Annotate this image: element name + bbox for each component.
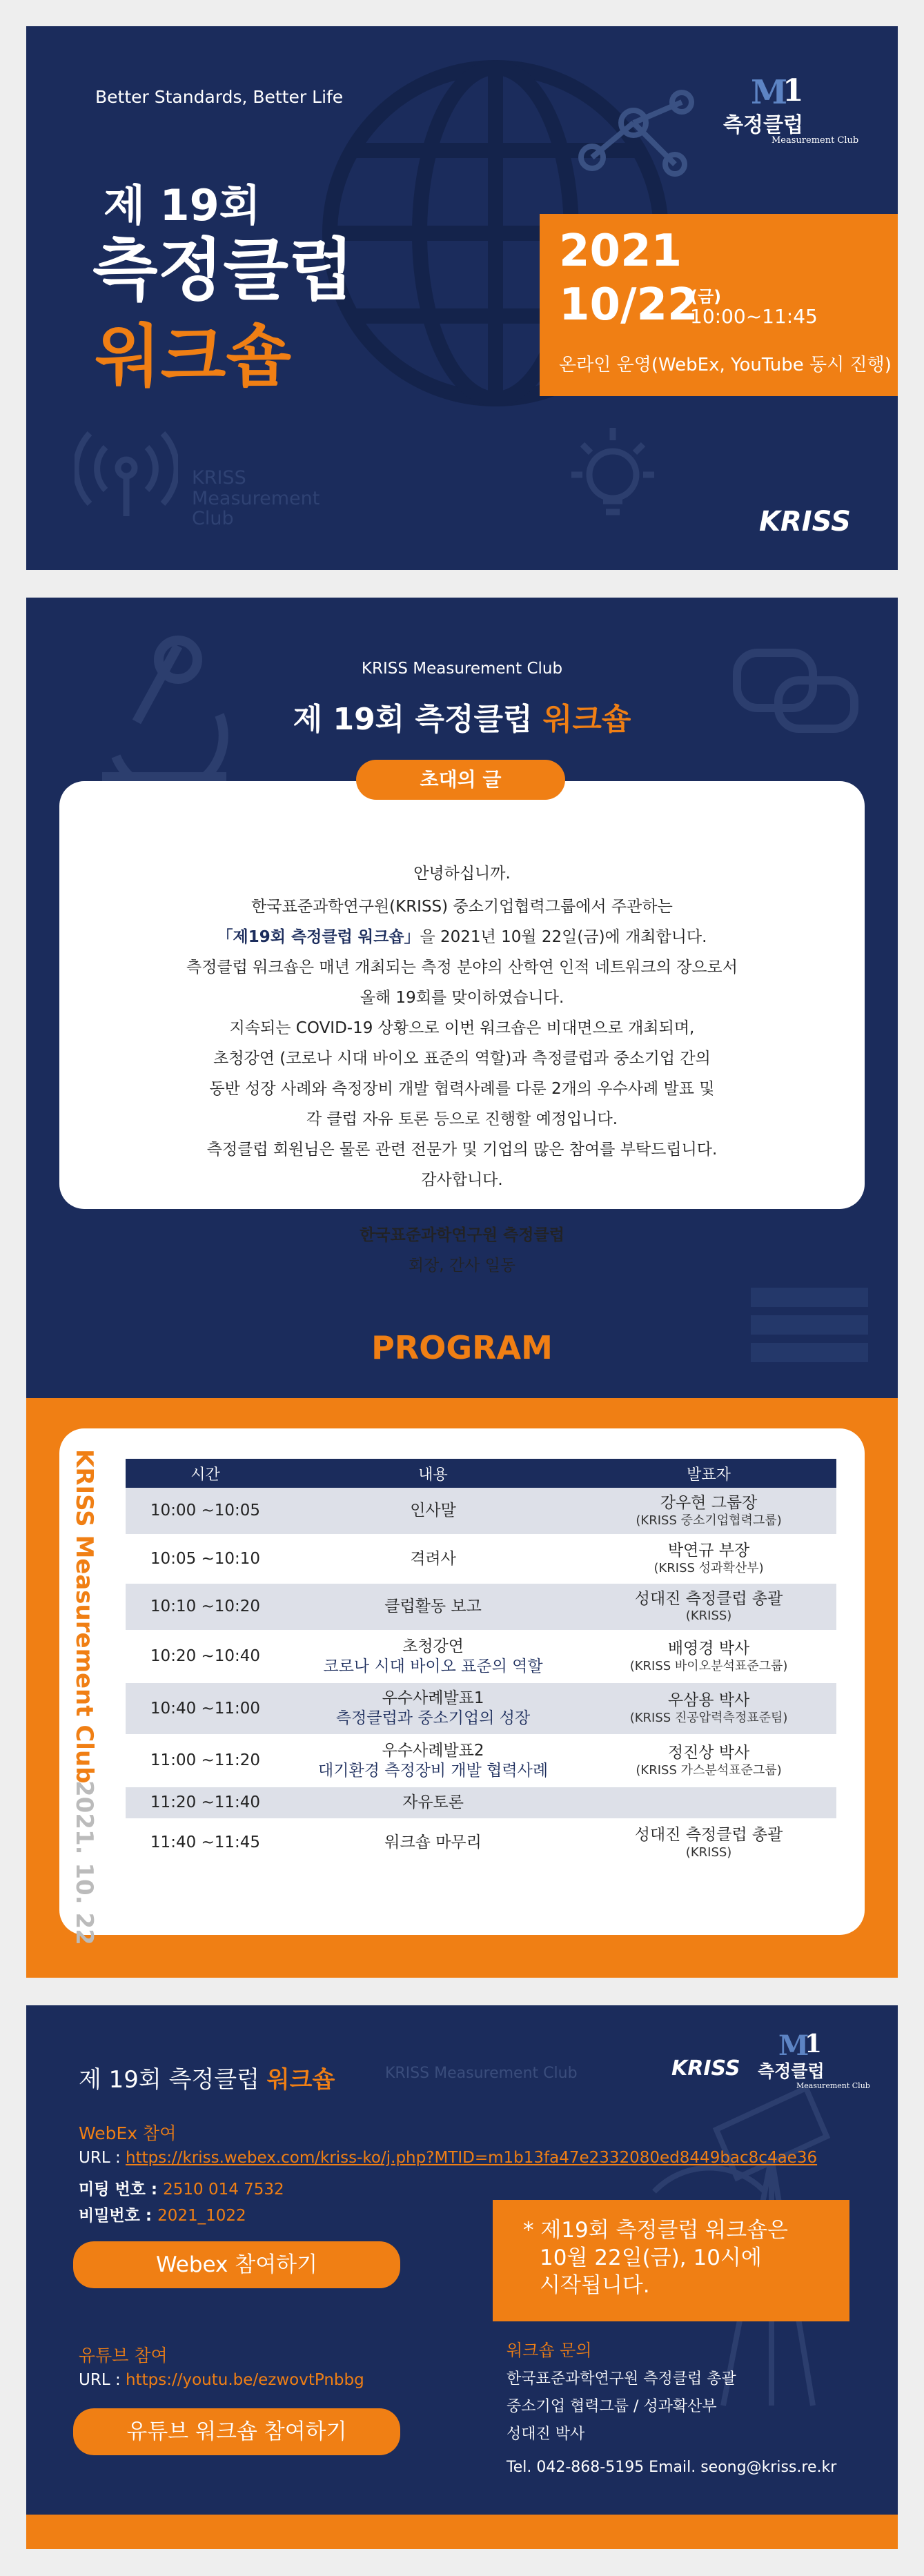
program-title: PROGRAM <box>371 1329 553 1366</box>
cell-content <box>285 1735 581 1787</box>
youtube-join-button[interactable]: 유튜브 워크숍 참여하기 <box>73 2408 400 2455</box>
youtube-url-label: URL : <box>79 2371 126 2389</box>
table-row <box>126 1787 836 1819</box>
speaker-name: 강우현 그룹장 <box>660 1494 758 1512</box>
cell-time: 10:10 ~10:20 <box>126 1583 285 1631</box>
content-title: 격려사 <box>410 1549 456 1568</box>
title-line1: 측정클럽 <box>92 231 354 310</box>
slogan: Better Standards, Better Life <box>95 87 344 107</box>
table-header-row <box>126 1459 836 1488</box>
invitation-body <box>59 858 865 1281</box>
content-title: 우수사례발표2 <box>382 1741 484 1760</box>
header-content: 내용 <box>285 1459 581 1488</box>
date-weekday: (금) <box>690 287 722 306</box>
m1-logo-icon <box>778 2026 827 2061</box>
contact-info <box>507 2366 836 2481</box>
join-heading-accent: 워크숍 <box>266 2066 335 2094</box>
invitation-section <box>26 598 898 1978</box>
cell-speaker <box>581 1535 836 1582</box>
signature-org: 한국표준과학연구원 측정클럽 <box>360 1226 564 1244</box>
password-line <box>79 2203 246 2225</box>
logo-sub-small: Measurement Club <box>796 2081 870 2090</box>
date-time: 10:00~11:45 <box>690 305 818 328</box>
contact-line: 한국표준과학연구원 측정클럽 총괄 <box>507 2370 736 2388</box>
notice-line: 시작됩니다. <box>540 2273 650 2298</box>
signal-icon <box>75 420 178 523</box>
youtube-url-line <box>79 2371 364 2389</box>
content-title: 인사말 <box>410 1502 456 1520</box>
contact-line: 성대진 박사 <box>507 2426 585 2443</box>
club-label: KRISS Measurement Club <box>361 660 563 678</box>
signature-members: 회장, 간사 일동 <box>408 1257 516 1275</box>
invitation-badge: 초대의 글 <box>356 760 565 800</box>
webex-title: WebEx 참여 <box>79 2123 177 2143</box>
cell-speaker <box>581 1735 836 1787</box>
side-date: 2021. 10. 22 <box>70 1780 98 1945</box>
content-subtitle: 대기환경 측정장비 개발 협력사례 <box>318 1761 549 1780</box>
hero-banner <box>26 26 898 570</box>
webex-url-label: URL : <box>79 2149 126 2167</box>
svg-text:1: 1 <box>783 73 804 108</box>
join-heading <box>79 2061 335 2094</box>
paragraph-text: 지속되는 COVID-19 상황으로 이번 워크숍은 비대면으로 개최되며, <box>229 1019 695 1037</box>
cell-time: 10:00 ~10:05 <box>126 1488 285 1535</box>
content-title: 초청강연 <box>402 1637 464 1655</box>
notice-line: * 제19회 측정클럽 워크숍은 <box>523 2218 788 2243</box>
password-value: 2021_1022 <box>157 2207 246 2225</box>
program-rows <box>126 1488 836 1867</box>
heading-main: 제 19회 측정클럽 <box>293 702 533 737</box>
cell-time: 11:20 ~11:40 <box>126 1787 285 1819</box>
kriss-logo-small: KRISS <box>671 2056 740 2081</box>
join-section <box>26 2005 898 2549</box>
cell-content <box>285 1819 581 1867</box>
webex-url-line <box>79 2149 817 2167</box>
speaker-name: 정진상 박사 <box>667 1743 750 1762</box>
lightbulb-icon <box>558 420 668 530</box>
table-row <box>126 1735 836 1787</box>
table-row <box>126 1682 836 1735</box>
join-watermark: KRISS Measurement Club <box>385 2065 578 2082</box>
cell-content <box>285 1682 581 1735</box>
meeting-label: 미팅 번호 : <box>79 2181 164 2199</box>
table-row <box>126 1535 836 1582</box>
invitation-card <box>59 781 865 1275</box>
header-speaker: 발표자 <box>581 1459 836 1488</box>
cell-time: 11:00 ~11:20 <box>126 1735 285 1787</box>
cell-content <box>285 1787 581 1819</box>
notice-line: 10월 22일(금), 10시에 <box>540 2245 762 2270</box>
table-row <box>126 1488 836 1535</box>
webex-join-button[interactable]: Webex 참여하기 <box>73 2241 400 2288</box>
speaker-name: 성대진 측정클럽 총괄 <box>634 1589 783 1608</box>
table-row <box>126 1631 836 1683</box>
table-row <box>126 1819 836 1867</box>
heading-accent: 워크숍 <box>542 702 631 737</box>
date-mode: 온라인 운영(WebEx, YouTube 동시 진행) <box>559 355 892 375</box>
contact-line: 중소기업 협력그룹 / 성과확산부 <box>507 2398 717 2415</box>
speaker-affiliation: (KRISS 성과확산부) <box>653 1561 764 1575</box>
content-title: 우수사례발표1 <box>382 1689 484 1708</box>
svg-text:1: 1 <box>805 2029 823 2058</box>
paragraph-text: 감사합니다. <box>421 1171 503 1189</box>
program-card <box>59 1428 865 1945</box>
header-time: 시간 <box>126 1459 285 1488</box>
speaker-affiliation: (KRISS 바이오분석표준그룹) <box>629 1658 788 1673</box>
cell-content <box>285 1583 581 1631</box>
password-label: 비밀번호 : <box>79 2207 158 2225</box>
svg-text:M: M <box>751 73 788 110</box>
meeting-number: 2510 014 7532 <box>163 2181 284 2199</box>
cell-speaker <box>581 1682 836 1735</box>
speaker-affiliation: (KRISS) <box>685 1609 732 1624</box>
cell-time: 10:20 ~10:40 <box>126 1631 285 1683</box>
paragraph-text-part: 을 2021년 10월 22일(금)에 개최합니다. <box>420 928 707 946</box>
logo-sub: Measurement Club <box>771 135 859 146</box>
contact-title: 워크숍 문의 <box>507 2341 592 2360</box>
content-title: 워크숍 마무리 <box>384 1833 482 1852</box>
cell-speaker <box>581 1631 836 1683</box>
paragraph-text <box>59 922 865 952</box>
measurement-club-logo-small <box>758 2026 875 2102</box>
join-heading-main: 제 19회 측정클럽 <box>79 2066 259 2094</box>
kriss-logo: KRISS <box>759 506 851 538</box>
svg-text:M: M <box>778 2029 809 2061</box>
cell-content <box>285 1631 581 1683</box>
speaker-name: 박연규 부장 <box>667 1542 750 1560</box>
title-line2: 워크숍 <box>95 317 292 396</box>
side-label-kriss: KRISS Measurement Club <box>70 1449 98 1784</box>
cell-time: 11:40 ~11:45 <box>126 1819 285 1867</box>
speaker-affiliation: (KRISS) <box>685 1845 732 1860</box>
content-subtitle: 코로나 시대 바이오 표준의 역할 <box>323 1657 543 1675</box>
notice-box <box>493 2200 849 2321</box>
invitation-heading <box>26 694 898 738</box>
cell-speaker <box>581 1583 836 1631</box>
paragraph-text: 측정클럽 회원님은 물론 관련 전문가 및 기업의 많은 참여를 부탁드립니다. <box>206 1141 718 1159</box>
meeting-number-line <box>79 2176 284 2199</box>
cell-time: 10:40 ~11:00 <box>126 1682 285 1735</box>
contact-tel-email: Tel. 042-868-5195 Email. seong@kriss.re.kr <box>507 2459 837 2476</box>
m1-logo-icon <box>751 69 806 110</box>
side-label-wrap <box>68 1449 109 1945</box>
footer-strip <box>26 2515 898 2549</box>
paragraph-text: 올해 19회를 맞이하였습니다. <box>360 989 564 1007</box>
side-label <box>70 1449 98 1784</box>
youtube-url-link[interactable]: https://youtu.be/ezwovtPnbbg <box>126 2371 364 2389</box>
content-title: 자유토론 <box>402 1793 464 1812</box>
program-table <box>126 1459 836 1867</box>
table-row <box>126 1583 836 1631</box>
content-subtitle: 측정클럽과 중소기업의 성장 <box>335 1709 531 1727</box>
greeting: 안녕하십니까. <box>413 865 511 883</box>
cell-speaker <box>581 1787 836 1819</box>
network-icon <box>564 81 702 185</box>
date-year: 2021 <box>559 226 682 277</box>
content-title: 클럽활동 보고 <box>384 1597 482 1615</box>
paragraph-text: 측정클럽 워크숍은 매년 개최되는 측정 분야의 산학연 인적 네트워크의 장으로서 <box>186 958 738 976</box>
paragraph-text: 동반 성장 사례와 측정장비 개발 협력사례를 다룬 2개의 우수사례 발표 및 <box>209 1080 715 1098</box>
logo-text-small: 측정클럽 <box>758 2061 825 2081</box>
date-day: 10/22 <box>559 279 698 331</box>
speaker-affiliation: (KRISS 가스분석표준그룹) <box>636 1762 782 1778</box>
cell-speaker <box>581 1488 836 1535</box>
measurement-club-logo <box>723 69 861 152</box>
speaker-name: 우삼용 박사 <box>667 1691 750 1710</box>
cell-time: 10:05 ~10:10 <box>126 1535 285 1582</box>
date-box <box>540 214 898 396</box>
speaker-name: 성대진 측정클럽 총괄 <box>634 1826 783 1844</box>
cell-content <box>285 1535 581 1582</box>
webex-url-link[interactable]: https://kriss.webex.com/kriss-ko/j.php?MTID=m1b13fa47e2332080ed8449bac8c4ae36 <box>126 2149 818 2167</box>
edition-label: 제 19회 <box>104 180 261 230</box>
program-table-wrap <box>126 1459 836 1867</box>
paragraph-text: 한국표준과학연구원(KRISS) 중소기업협력그룹에서 주관하는 <box>251 898 673 916</box>
notice-text <box>523 2216 788 2299</box>
logo-text: 측정클럽 <box>723 113 803 137</box>
event-name: 「제19회 측정클럽 워크숍」 <box>217 928 420 946</box>
paragraph-text: 각 클럽 자유 토론 등으로 진행할 예정입니다. <box>306 1110 618 1128</box>
cell-content <box>285 1488 581 1535</box>
speaker-affiliation: (KRISS 진공압력측정표준팀) <box>629 1711 788 1726</box>
paragraph-text: 초청강연 (코로나 시대 바이오 표준의 역할)과 측정클럽과 중소기업 간의 <box>213 1050 711 1068</box>
youtube-title: 유튜브 참여 <box>79 2346 168 2366</box>
speaker-affiliation: (KRISS 중소기업협력그룹) <box>636 1513 782 1528</box>
cell-speaker <box>581 1819 836 1867</box>
speaker-name: 배영경 박사 <box>667 1639 750 1658</box>
watermark-text: KRISS Measurement Club <box>192 467 320 530</box>
